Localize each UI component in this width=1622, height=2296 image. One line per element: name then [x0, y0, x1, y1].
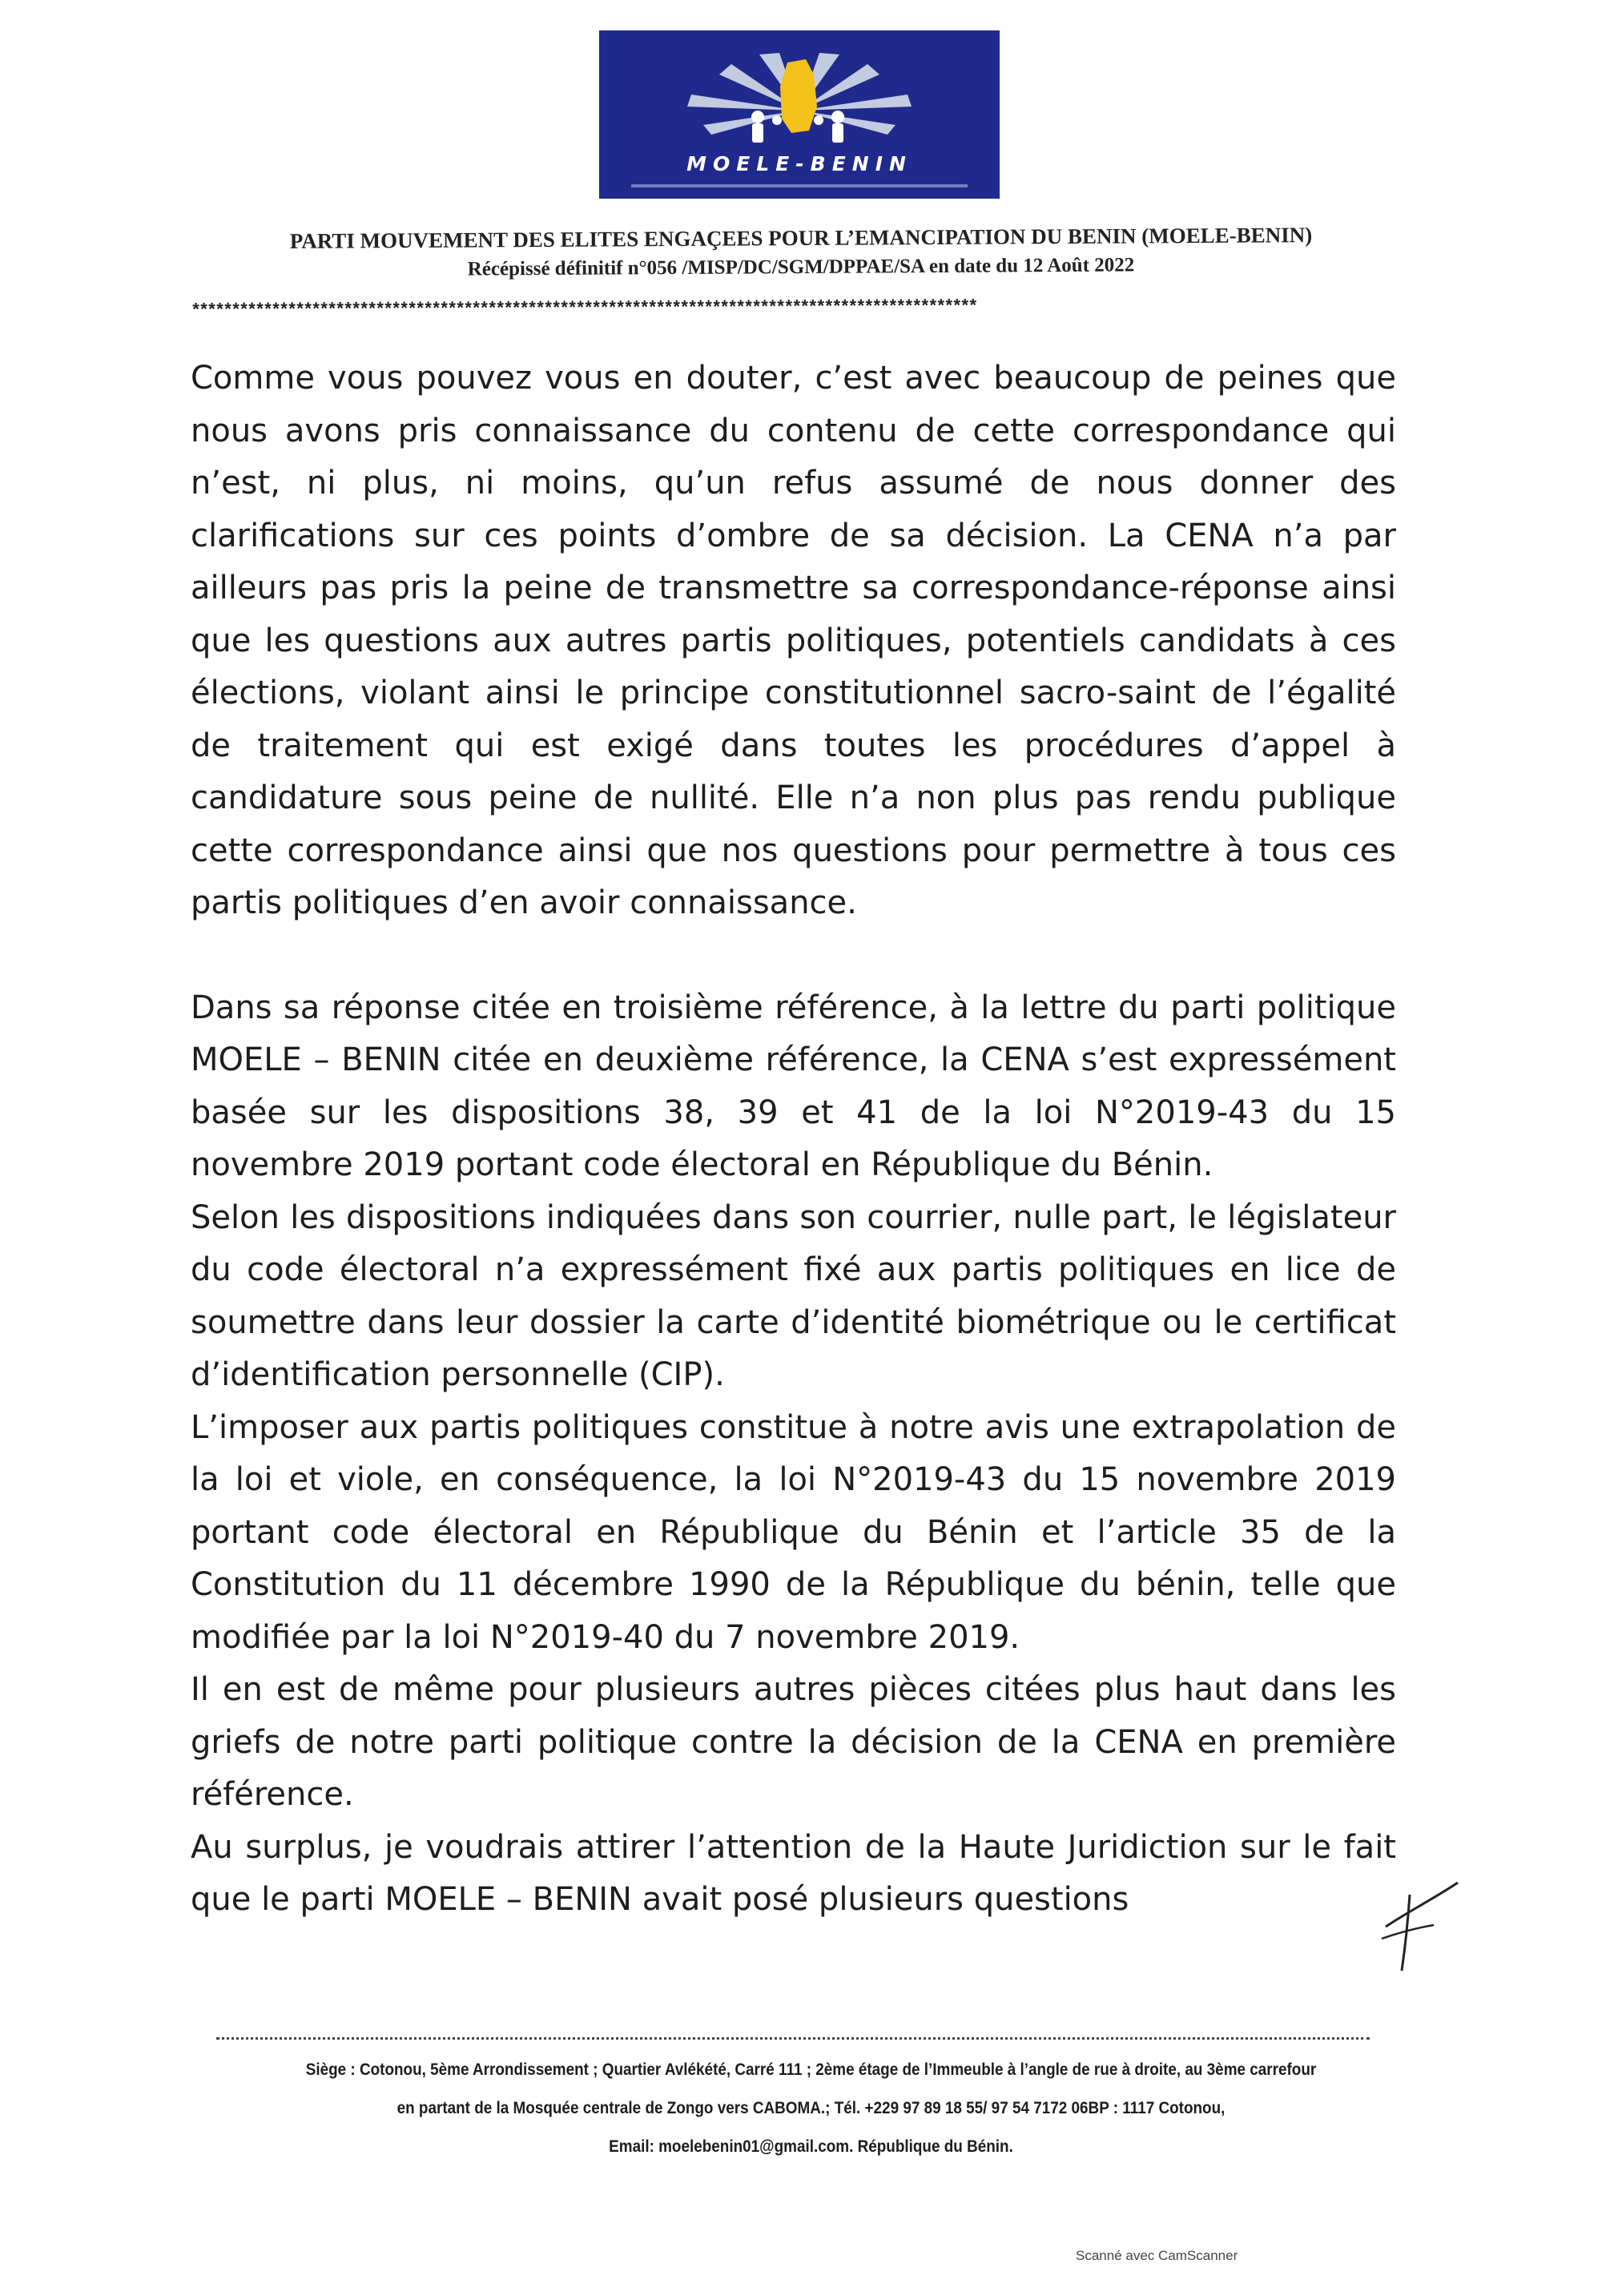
- paragraph: Comme vous pouvez vous en douter, c’est avec beaucoup de peines que nous avons pris connaissance du contenu de cette correspondance qui n’est, ni plus, ni moins, qu’un refus assumé de nous donner des clarifications sur ces points d’ombre de sa décision. La CENA n’a par ailleurs pas pris la peine de transmettre sa correspondance-réponse ainsi que les questions aux autres partis politiques, potentiels candidats à ces élections, violant ainsi le principe constitutionnel sacro-saint de l’égalité de traitement qui est exigé dans toutes les procédures d’appel à candidature sous peine de nullité. Elle n’a non plus pas rendu publique cette correspondance ainsi que nos questions pour permettre à tous ces partis politiques d’en avoir connaissance.: [191, 360, 1396, 921]
- letter-body: [191, 352, 1396, 1927]
- scanner-watermark: Scanné avec CamScanner: [1076, 2248, 1238, 2263]
- paragraph: Il en est de même pour plusieurs autres pièces citées plus haut dans les griefs de notre parti politique contre la décision de la CENA en première référence.: [191, 1671, 1396, 1813]
- footer-divider: [216, 2037, 1370, 2040]
- footer-address-line: Siège : Cotonou, 5ème Arrondissement ; Quartier Avlékété, Carré 111 ; 2ème étage de l’Immeuble à l’angle de rue à droite, au 3ème carrefour: [305, 2060, 1317, 2079]
- paragraph: Selon les dispositions indiquées dans son courrier, nulle part, le législateur du code électoral n’a expressément fixé aux partis politiques en lice de soumettre dans leur dossier la carte d’identité biométrique ou le certificat d’identification personnelle (CIP).: [191, 1198, 1396, 1393]
- paragraph: Au surplus, je voudrais attirer l’attention de la Haute Juridiction sur le fait que le parti MOELE – BENIN avait posé plusieurs questions: [191, 1828, 1396, 1918]
- logo-text: MOELE-BENIN: [686, 152, 912, 175]
- registration-receipt: Récépissé définitif n°056 /MISP/DC/SGM/DPPAE/SA en date du 12 Août 2022: [467, 254, 1135, 280]
- signature-mark: [1378, 1879, 1466, 1975]
- star-separator: **************************************************************************************************: [190, 296, 976, 321]
- paragraph-gap: [191, 930, 1396, 982]
- footer-contact-line: en partant de la Mosquée centrale de Zongo vers CABOMA.; Tél. +229 97 89 18 55/ 97 54 7172 06BP : 1117 Cotonou,: [396, 2099, 1226, 2117]
- footer-email-line: Email: moelebenin01@gmail.com. République du Bénin.: [609, 2137, 1013, 2156]
- party-name: PARTI MOUVEMENT DES ELITES ENGAÇEES POUR L’EMANCIPATION DU BENIN (MOELE-BENIN): [289, 223, 1313, 253]
- paragraph: L’imposer aux partis politiques constitue à notre avis une extrapolation de la loi et viole, en conséquence, la loi N°2019-43 du 15 novembre 2019 portant code électoral en République du Bénin et l’article 35 de la Constitution du 11 décembre 1990 de la République du bénin, telle que modifiée par la loi N°2019-40 du 7 novembre 2019.: [191, 1408, 1396, 1656]
- party-logo: [599, 30, 1000, 199]
- paragraph: Dans sa réponse citée en troisième référence, à la lettre du parti politique MOELE – BENIN citée en deuxième référence, la CENA s’est expressément basée sur les dispositions 38, 39 et 41 de la loi N°2019-43 du 15 novembre 2019 portant code électoral en République du Bénin.: [191, 989, 1396, 1183]
